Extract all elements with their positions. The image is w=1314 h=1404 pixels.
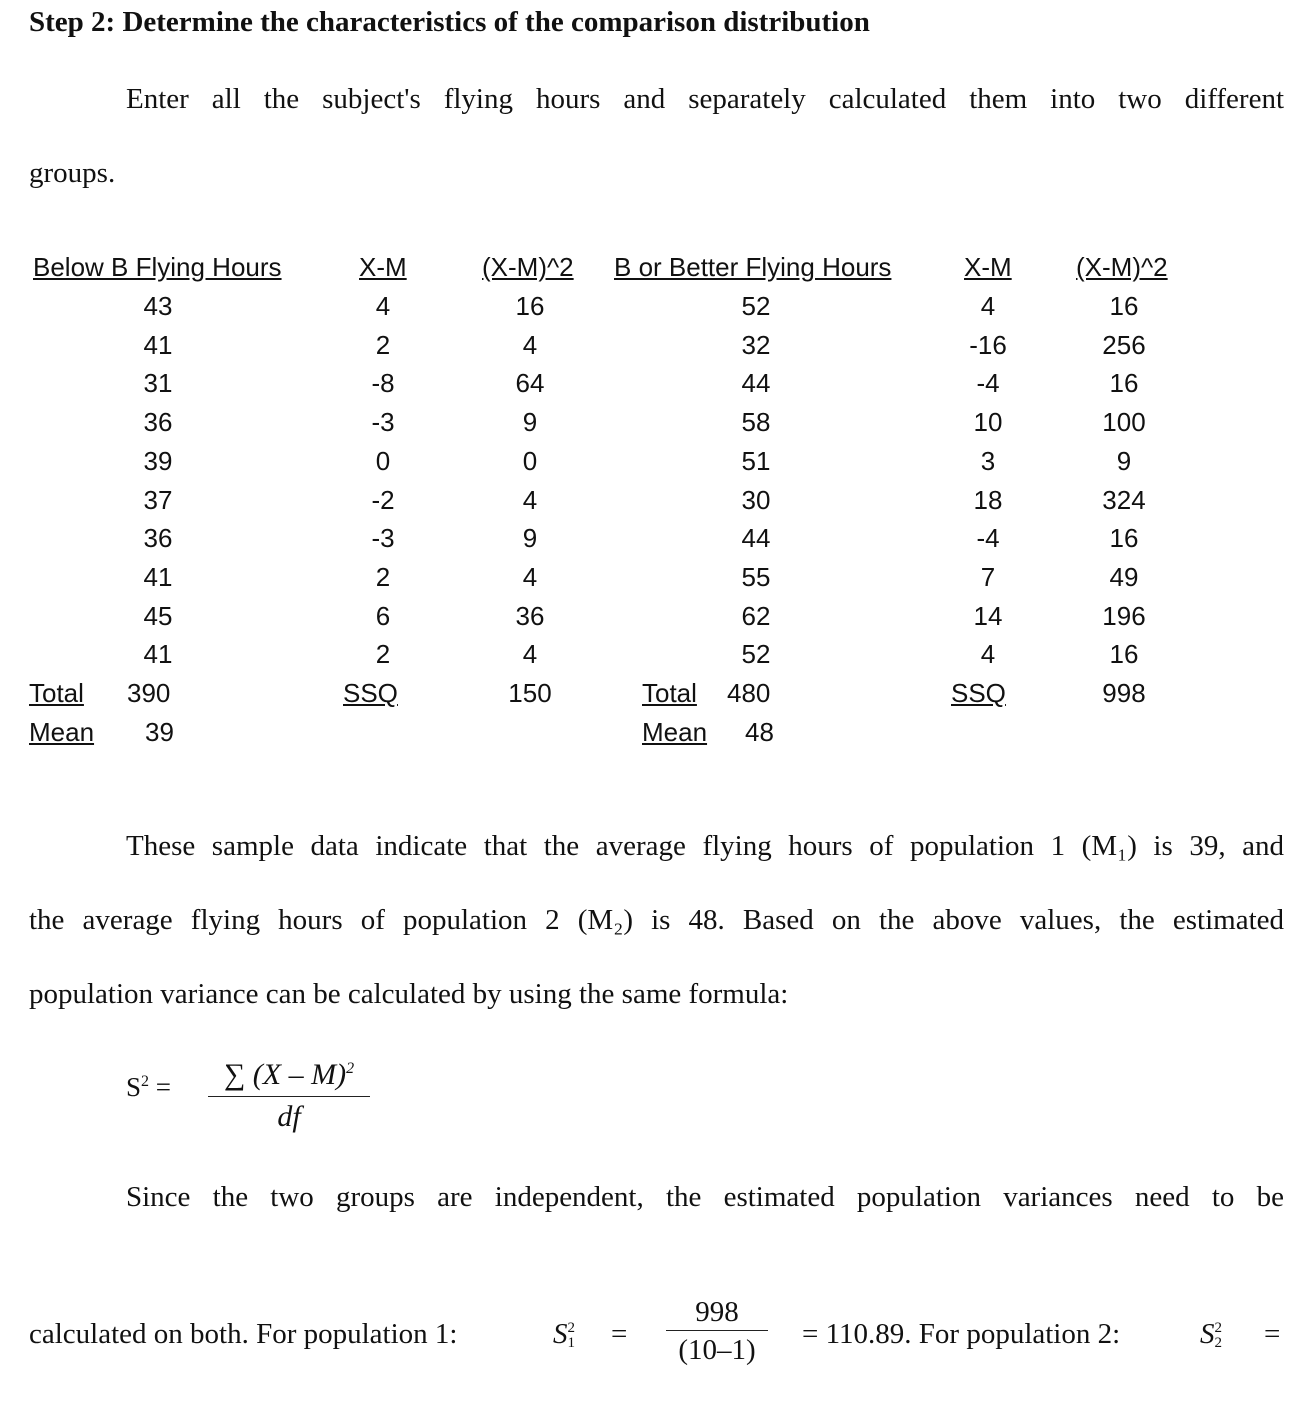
s1-sup: 2: [567, 1320, 575, 1337]
g1-dev-cell: -8: [371, 368, 395, 399]
g1-dev-sq-cell: 64: [515, 368, 545, 399]
g2-hours-cell: 52: [741, 639, 771, 670]
s2-base: S: [1200, 1318, 1215, 1350]
s1-equals: =: [611, 1318, 628, 1350]
formula-lhs: S: [126, 1072, 142, 1102]
g2-dev-sq-cell: 16: [1109, 291, 1139, 321]
g2-dev-sq-cell: 324: [1102, 484, 1146, 515]
g2-dev-cell: 10: [973, 407, 1003, 438]
header-g2-xm: X-M: [964, 252, 1012, 282]
g2-dev-cell: 7: [980, 561, 996, 592]
formula-fraction: [208, 1048, 370, 1137]
variance-line-2-prefix: calculated on both. For population 1:: [29, 1318, 458, 1350]
header-g1-xm: X-M: [359, 252, 407, 282]
s2-sub: 2: [1214, 1335, 1222, 1352]
header-g1-xm-sq: (X-M)^2: [482, 252, 574, 282]
g1-dev-cell: 4: [375, 291, 391, 321]
g1-dev-cell: 2: [375, 639, 391, 670]
g1-dev-sq-cell: 0: [522, 445, 538, 476]
g1-hours-cell: 43: [143, 291, 173, 321]
formula-equals: =: [155, 1072, 172, 1102]
g2-dev-sq-cell: 16: [1109, 639, 1139, 670]
s1-sub: 1: [567, 1335, 575, 1352]
g1-dev-sq-cell: 4: [522, 329, 538, 360]
g1-hours-cell: 41: [143, 561, 173, 592]
g1-dev-cell: 0: [375, 445, 391, 476]
header-g2-xm-sq: (X-M)^2: [1076, 252, 1168, 282]
g2-ssq-label: SSQ: [951, 678, 1006, 708]
g1-dev-sq-cell: 4: [522, 561, 538, 592]
s1-denominator: (10–1): [678, 1334, 756, 1366]
means-line-2: the average flying hours of population 2 (M₂) is 48. Based on the above values, the estimated: [29, 904, 1284, 936]
g2-hours-cell: 52: [741, 291, 771, 321]
section-heading: Step 2: Determine the characteristics of the comparison distribution: [29, 6, 870, 38]
g1-dev-cell: 2: [375, 329, 391, 360]
g1-dev-sq-cell: 4: [522, 484, 538, 515]
g1-mean-label: Mean: [29, 717, 95, 747]
g1-hours-cell: 45: [143, 600, 173, 631]
g2-hours-cell: 62: [741, 600, 771, 631]
g2-dev-cell: 4: [980, 639, 996, 670]
g2-dev-cell: 4: [980, 291, 996, 321]
means-line-1: These sample data indicate that the average flying hours of population 1 (M₁) is 39, and: [126, 830, 1284, 862]
header-below-b-hours: Below B Flying Hours: [33, 252, 282, 282]
intro-line-1: Enter all the subject's flying hours and separately calculated them into two different: [126, 83, 1284, 115]
g2-dev-cell: 14: [973, 600, 1003, 631]
g1-hours-cell: 37: [143, 484, 173, 515]
formula-numerator-sup: 2: [346, 1060, 355, 1077]
g2-dev-cell: -16: [969, 329, 1007, 360]
g1-ssq-value: 150: [508, 678, 552, 708]
intro-line-2: groups.: [29, 157, 116, 189]
s1-numerator: 998: [695, 1296, 739, 1328]
g2-dev-cell: -4: [976, 523, 1000, 554]
g2-hours-cell: 32: [741, 329, 771, 360]
g2-dev-sq-cell: 9: [1116, 445, 1132, 476]
g1-total-value: 390: [127, 678, 171, 708]
g1-dev-sq-cell: 9: [522, 523, 538, 554]
g2-total-value: 480: [727, 678, 771, 708]
g1-hours-cell: 36: [143, 523, 173, 554]
g2-dev-cell: -4: [976, 368, 1000, 399]
g1-hours-cell: 41: [143, 329, 173, 360]
g2-ssq-value: 998: [1102, 678, 1146, 708]
g2-hours-cell: 51: [741, 445, 771, 476]
s1-squared: [553, 1316, 575, 1352]
g2-dev-cell: 18: [973, 484, 1003, 515]
s2-squared: [1200, 1316, 1222, 1352]
g1-dev-cell: 6: [375, 600, 391, 631]
g1-dev-sq-cell: 36: [515, 600, 545, 631]
s1-result: = 110.89. For population 2:: [802, 1318, 1121, 1350]
g1-ssq-label: SSQ: [343, 678, 398, 708]
formula-numerator: ∑ (X – M): [223, 1058, 347, 1091]
g1-dev-cell: -3: [371, 407, 395, 438]
s2-equals: =: [1264, 1318, 1281, 1350]
g1-hours-cell: 41: [143, 639, 173, 670]
g1-dev-sq-cell: 16: [515, 291, 545, 321]
g1-hours-cell: 39: [143, 445, 173, 476]
g2-hours-cell: 55: [741, 561, 771, 592]
s1-base: S: [553, 1318, 568, 1350]
g1-dev-cell: -2: [371, 484, 395, 515]
g1-total-label: Total: [29, 678, 84, 708]
g1-dev-sq-cell: 9: [522, 407, 538, 438]
g2-hours-cell: 44: [741, 368, 771, 399]
g1-mean-value: 39: [145, 717, 174, 747]
formula-lhs-sup: 2: [141, 1073, 150, 1090]
g1-dev-sq-cell: 4: [522, 639, 538, 670]
g2-total-label: Total: [642, 678, 697, 708]
formula-denominator: df: [277, 1100, 301, 1133]
g2-dev-sq-cell: 196: [1102, 600, 1146, 631]
s1-fraction: [666, 1294, 768, 1369]
means-line-3: population variance can be calculated by using the same formula:: [29, 978, 789, 1010]
g2-dev-sq-cell: 16: [1109, 523, 1139, 554]
g2-dev-sq-cell: 49: [1109, 561, 1139, 592]
g2-dev-sq-cell: 100: [1102, 407, 1146, 438]
g1-hours-cell: 31: [143, 368, 173, 399]
g2-mean-label: Mean: [642, 717, 708, 747]
g2-dev-cell: 3: [980, 445, 996, 476]
g2-hours-cell: 30: [741, 484, 771, 515]
s2-sup: 2: [1214, 1320, 1222, 1337]
g1-hours-cell: 36: [143, 407, 173, 438]
g2-hours-cell: 58: [741, 407, 771, 438]
g2-mean-value: 48: [745, 717, 774, 747]
header-b-or-better-hours: B or Better Flying Hours: [614, 252, 892, 282]
g2-hours-cell: 44: [741, 523, 771, 554]
g1-dev-cell: -3: [371, 523, 395, 554]
g1-dev-cell: 2: [375, 561, 391, 592]
variance-line-1: Since the two groups are independent, the estimated population variances need to be: [126, 1181, 1284, 1213]
g2-dev-sq-cell: 256: [1102, 329, 1146, 360]
g2-dev-sq-cell: 16: [1109, 368, 1139, 399]
